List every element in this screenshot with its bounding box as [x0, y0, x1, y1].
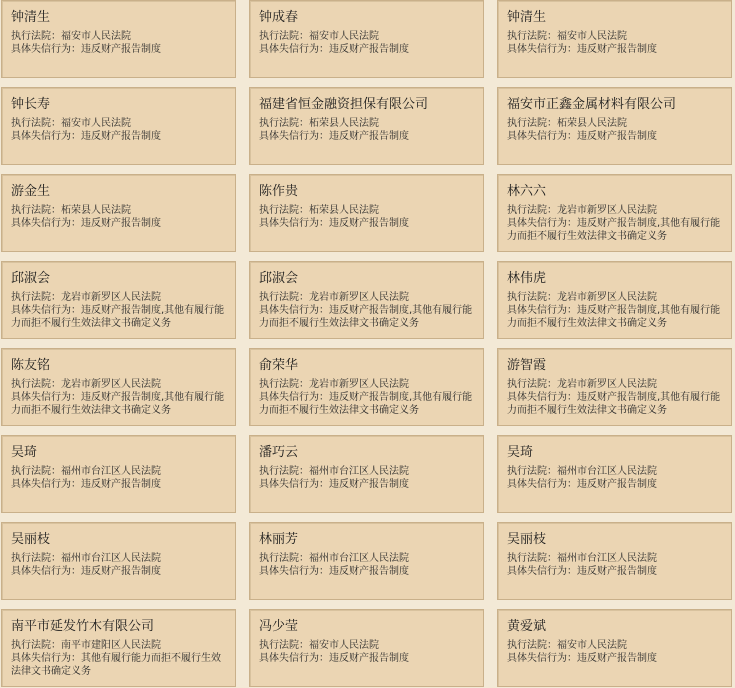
behavior-line [11, 652, 229, 678]
record-card[interactable] [497, 87, 732, 165]
behavior-line [259, 43, 477, 56]
behavior-label: 具体失信行为： [259, 218, 329, 229]
behavior-line [11, 43, 229, 56]
behavior-value: 违反财产报告制度 [81, 131, 161, 142]
record-name[interactable]: 钟清生 [507, 10, 547, 25]
record-name[interactable]: 游金生 [11, 184, 51, 199]
record-name[interactable]: 钟成春 [259, 10, 299, 25]
record-name[interactable]: 福建省恒金融资担保有限公司 [259, 97, 429, 112]
behavior-line [507, 130, 725, 143]
record-card[interactable] [1, 0, 236, 78]
behavior-value: 违反财产报告制度 [329, 218, 409, 229]
court-label: 执行法院： [11, 31, 61, 42]
court-line [259, 30, 477, 43]
court-value: 龙岩市新罗区人民法院 [557, 292, 657, 303]
court-line [507, 552, 725, 565]
court-value: 福安市人民法院 [61, 31, 131, 42]
behavior-label: 具体失信行为： [507, 218, 577, 229]
behavior-value: 违反财产报告制度 [577, 131, 657, 142]
court-line [507, 465, 725, 478]
record-card[interactable] [249, 0, 484, 78]
record-name[interactable]: 吴琦 [507, 445, 534, 460]
court-label: 执行法院： [507, 118, 557, 129]
behavior-value: 其他有履行能力而拒不履行生效法律文书确定义务 [11, 653, 221, 677]
behavior-label: 具体失信行为： [507, 305, 577, 316]
court-line [507, 291, 725, 304]
record-card[interactable] [249, 348, 484, 426]
behavior-value: 违反财产报告制度,其他有履行能力而拒不履行生效法律文书确定义务 [259, 305, 473, 329]
behavior-line [259, 130, 477, 143]
behavior-line [11, 217, 229, 230]
record-name[interactable]: 冯少莹 [259, 619, 299, 634]
behavior-line [259, 304, 477, 330]
behavior-value: 违反财产报告制度 [329, 44, 409, 55]
court-value: 龙岩市新罗区人民法院 [61, 292, 161, 303]
record-card[interactable] [1, 261, 236, 339]
record-card[interactable] [249, 522, 484, 600]
record-name[interactable]: 林丽芳 [259, 532, 299, 547]
behavior-label: 具体失信行为： [11, 479, 81, 490]
behavior-value: 违反财产报告制度 [577, 653, 657, 664]
behavior-line [259, 565, 477, 578]
court-value: 福州市台江区人民法院 [309, 553, 409, 564]
court-line [11, 204, 229, 217]
behavior-line [11, 391, 229, 417]
court-line [11, 552, 229, 565]
behavior-value: 违反财产报告制度 [81, 44, 161, 55]
record-card[interactable] [1, 609, 236, 687]
court-value: 龙岩市新罗区人民法院 [557, 205, 657, 216]
court-label: 执行法院： [11, 292, 61, 303]
record-name[interactable]: 黄爱斌 [507, 619, 547, 634]
court-line [11, 378, 229, 391]
record-card[interactable] [249, 261, 484, 339]
behavior-value: 违反财产报告制度 [329, 131, 409, 142]
court-line [259, 204, 477, 217]
behavior-label: 具体失信行为： [259, 131, 329, 142]
record-name[interactable]: 南平市延发竹木有限公司 [11, 619, 155, 634]
record-card[interactable] [1, 522, 236, 600]
court-label: 执行法院： [259, 31, 309, 42]
record-name[interactable]: 潘巧云 [259, 445, 299, 460]
record-name[interactable]: 福安市正鑫金属材料有限公司 [507, 97, 677, 112]
court-label: 执行法院： [11, 640, 61, 651]
record-card[interactable] [249, 435, 484, 513]
behavior-line [11, 478, 229, 491]
court-value: 柘荣县人民法院 [557, 118, 627, 129]
court-line [11, 30, 229, 43]
behavior-line [507, 391, 725, 417]
court-line [259, 378, 477, 391]
record-name[interactable]: 吴丽枝 [507, 532, 547, 547]
behavior-label: 具体失信行为： [11, 566, 81, 577]
behavior-line [11, 565, 229, 578]
behavior-line [507, 304, 725, 330]
behavior-line [507, 478, 725, 491]
court-value: 南平市建阳区人民法院 [61, 640, 161, 651]
behavior-line [11, 304, 229, 330]
behavior-value: 违反财产报告制度 [577, 479, 657, 490]
court-label: 执行法院： [507, 466, 557, 477]
record-name[interactable]: 钟清生 [11, 10, 51, 25]
record-card[interactable] [1, 435, 236, 513]
court-value: 福安市人民法院 [309, 31, 379, 42]
court-value: 福州市台江区人民法院 [557, 466, 657, 477]
behavior-label: 具体失信行为： [507, 479, 577, 490]
record-card[interactable] [249, 87, 484, 165]
behavior-value: 违反财产报告制度,其他有履行能力而拒不履行生效法律文书确定义务 [11, 305, 225, 329]
court-value: 龙岩市新罗区人民法院 [61, 379, 161, 390]
court-value: 福安市人民法院 [61, 118, 131, 129]
behavior-label: 具体失信行为： [507, 566, 577, 577]
record-card[interactable] [497, 261, 732, 339]
record-card[interactable] [1, 87, 236, 165]
court-line [259, 639, 477, 652]
court-label: 执行法院： [11, 118, 61, 129]
court-line [259, 117, 477, 130]
court-label: 执行法院： [259, 118, 309, 129]
record-name[interactable]: 钟长寿 [11, 97, 51, 112]
court-label: 执行法院： [259, 553, 309, 564]
record-name[interactable]: 陈作贵 [259, 184, 299, 199]
behavior-value: 违反财产报告制度 [81, 218, 161, 229]
behavior-label: 具体失信行为： [11, 305, 81, 316]
record-card[interactable] [497, 0, 732, 78]
record-card[interactable] [1, 174, 236, 252]
behavior-value: 违反财产报告制度 [81, 566, 161, 577]
behavior-label: 具体失信行为： [11, 653, 81, 664]
court-line [507, 639, 725, 652]
behavior-label: 具体失信行为： [11, 131, 81, 142]
behavior-value: 违反财产报告制度,其他有履行能力而拒不履行生效法律文书确定义务 [11, 392, 225, 416]
court-value: 福安市人民法院 [557, 640, 627, 651]
behavior-label: 具体失信行为： [11, 44, 81, 55]
court-value: 龙岩市新罗区人民法院 [309, 379, 409, 390]
court-label: 执行法院： [507, 205, 557, 216]
court-label: 执行法院： [11, 553, 61, 564]
behavior-label: 具体失信行为： [259, 392, 329, 403]
behavior-label: 具体失信行为： [259, 479, 329, 490]
court-value: 福州市台江区人民法院 [309, 466, 409, 477]
record-card[interactable] [497, 435, 732, 513]
record-card[interactable] [497, 174, 732, 252]
court-label: 执行法院： [259, 379, 309, 390]
court-value: 柘荣县人民法院 [309, 118, 379, 129]
behavior-line [507, 565, 725, 578]
record-name[interactable]: 陈友铭 [11, 358, 51, 373]
behavior-value: 违反财产报告制度,其他有履行能力而拒不履行生效法律文书确定义务 [507, 305, 721, 329]
court-value: 柘荣县人民法院 [309, 205, 379, 216]
behavior-value: 违反财产报告制度 [81, 479, 161, 490]
court-label: 执行法院： [507, 292, 557, 303]
behavior-label: 具体失信行为： [259, 653, 329, 664]
behavior-value: 违反财产报告制度 [577, 566, 657, 577]
court-value: 龙岩市新罗区人民法院 [557, 379, 657, 390]
court-line [259, 291, 477, 304]
court-line [11, 117, 229, 130]
court-label: 执行法院： [259, 205, 309, 216]
behavior-label: 具体失信行为： [259, 305, 329, 316]
court-line [507, 117, 725, 130]
record-name[interactable]: 吴丽枝 [11, 532, 51, 547]
court-value: 福安市人民法院 [309, 640, 379, 651]
behavior-value: 违反财产报告制度 [577, 44, 657, 55]
record-card[interactable] [497, 522, 732, 600]
court-label: 执行法院： [259, 292, 309, 303]
record-name[interactable]: 林伟虎 [507, 271, 547, 286]
court-label: 执行法院： [507, 379, 557, 390]
behavior-value: 违反财产报告制度 [329, 479, 409, 490]
record-name[interactable]: 游智霞 [507, 358, 547, 373]
behavior-label: 具体失信行为： [507, 131, 577, 142]
court-label: 执行法院： [507, 553, 557, 564]
record-card[interactable] [497, 609, 732, 687]
court-label: 执行法院： [259, 466, 309, 477]
court-line [11, 465, 229, 478]
court-value: 福州市台江区人民法院 [61, 466, 161, 477]
behavior-value: 违反财产报告制度,其他有履行能力而拒不履行生效法律文书确定义务 [507, 218, 721, 242]
court-line [11, 291, 229, 304]
behavior-value: 违反财产报告制度 [329, 653, 409, 664]
behavior-value: 违反财产报告制度,其他有履行能力而拒不履行生效法律文书确定义务 [259, 392, 473, 416]
court-line [507, 378, 725, 391]
court-label: 执行法院： [507, 640, 557, 651]
court-value: 柘荣县人民法院 [61, 205, 131, 216]
record-name[interactable]: 邱淑会 [259, 271, 299, 286]
behavior-line [259, 652, 477, 665]
behavior-value: 违反财产报告制度,其他有履行能力而拒不履行生效法律文书确定义务 [507, 392, 721, 416]
behavior-label: 具体失信行为： [259, 566, 329, 577]
court-value: 福州市台江区人民法院 [557, 553, 657, 564]
record-card[interactable] [249, 609, 484, 687]
court-value: 龙岩市新罗区人民法院 [309, 292, 409, 303]
record-name[interactable]: 邱淑会 [11, 271, 51, 286]
behavior-label: 具体失信行为： [507, 653, 577, 664]
court-value: 福州市台江区人民法院 [61, 553, 161, 564]
court-label: 执行法院： [11, 205, 61, 216]
court-line [507, 30, 725, 43]
court-line [507, 204, 725, 217]
court-label: 执行法院： [11, 466, 61, 477]
court-line [259, 465, 477, 478]
behavior-line [11, 130, 229, 143]
behavior-line [507, 652, 725, 665]
behavior-label: 具体失信行为： [507, 392, 577, 403]
record-card[interactable] [249, 174, 484, 252]
record-name[interactable]: 俞荣华 [259, 358, 299, 373]
record-name[interactable]: 吴琦 [11, 445, 38, 460]
court-label: 执行法院： [507, 31, 557, 42]
behavior-line [259, 391, 477, 417]
court-label: 执行法院： [11, 379, 61, 390]
court-line [259, 552, 477, 565]
record-card[interactable] [1, 348, 236, 426]
behavior-line [259, 217, 477, 230]
record-name[interactable]: 林六六 [507, 184, 547, 199]
behavior-label: 具体失信行为： [259, 44, 329, 55]
behavior-value: 违反财产报告制度 [329, 566, 409, 577]
court-line [11, 639, 229, 652]
record-card[interactable] [497, 348, 732, 426]
court-label: 执行法院： [259, 640, 309, 651]
behavior-line [259, 478, 477, 491]
behavior-line [507, 43, 725, 56]
behavior-label: 具体失信行为： [11, 218, 81, 229]
behavior-label: 具体失信行为： [11, 392, 81, 403]
behavior-label: 具体失信行为： [507, 44, 577, 55]
behavior-line [507, 217, 725, 243]
court-value: 福安市人民法院 [557, 31, 627, 42]
